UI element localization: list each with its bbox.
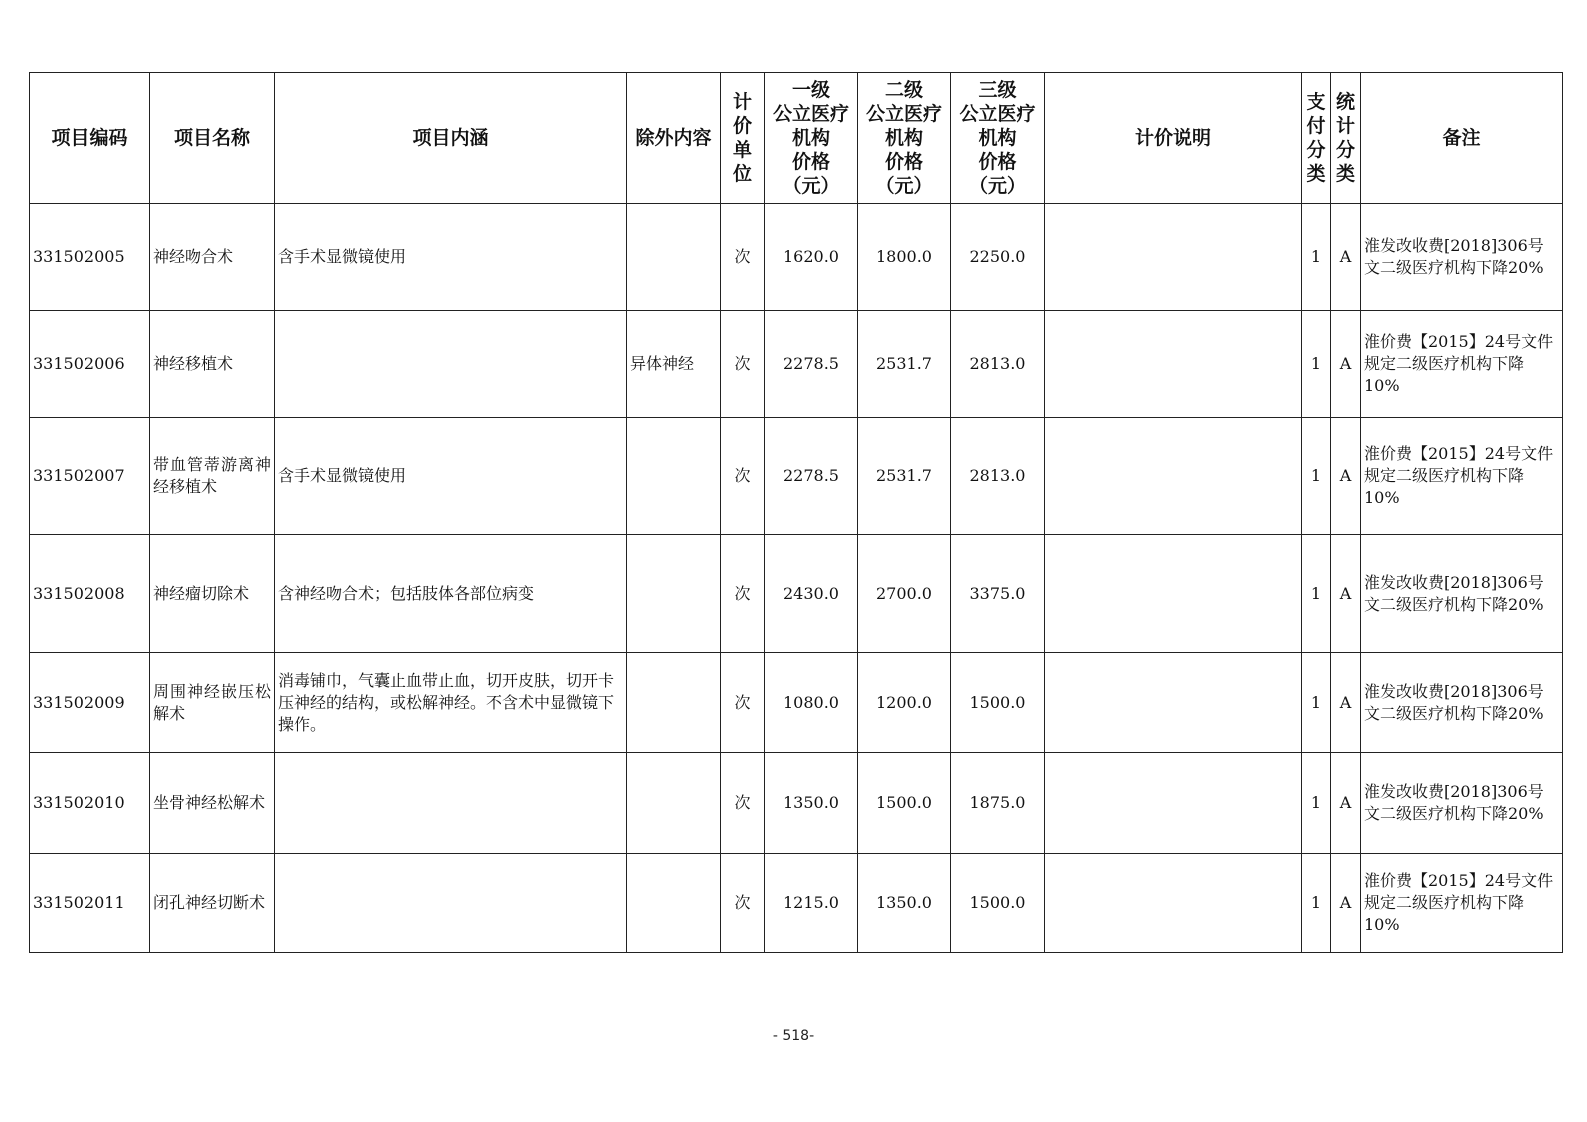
table-header-row <box>30 73 1563 204</box>
header-price-level2: 二级 公立医疗 机构 价格 （元） <box>858 73 951 204</box>
cell-name: 坐骨神经松解术 <box>150 753 275 854</box>
header-payment-class: 支 付 分 类 <box>1302 73 1331 204</box>
cell-price-level2: 1800.0 <box>858 204 951 311</box>
cell-name: 周围神经嵌压松解术 <box>150 653 275 753</box>
cell-price-level1: 2278.5 <box>765 418 858 535</box>
cell-exclusion <box>627 653 721 753</box>
cell-name: 神经吻合术 <box>150 204 275 311</box>
cell-pricing-note <box>1045 311 1302 418</box>
cell-payment-class: 1 <box>1302 535 1331 653</box>
cell-content <box>275 753 627 854</box>
cell-name: 闭孔神经切断术 <box>150 854 275 953</box>
cell-stat-class: A <box>1331 753 1361 854</box>
header-price-level1: 一级 公立医疗 机构 价格 （元） <box>765 73 858 204</box>
cell-name: 带血管蒂游离神经移植术 <box>150 418 275 535</box>
cell-content: 消毒铺巾，气囊止血带止血，切开皮肤，切开卡压神经的结构，或松解神经。不含术中显微镜下操作。 <box>275 653 627 753</box>
cell-code: 331502007 <box>30 418 150 535</box>
cell-price-level2: 1500.0 <box>858 753 951 854</box>
cell-pricing-note <box>1045 204 1302 311</box>
cell-price-level1: 1620.0 <box>765 204 858 311</box>
cell-code: 331502011 <box>30 854 150 953</box>
cell-pricing-note <box>1045 418 1302 535</box>
cell-code: 331502010 <box>30 753 150 854</box>
cell-exclusion <box>627 418 721 535</box>
table-row <box>30 418 1563 535</box>
cell-content: 含神经吻合术；包括肢体各部位病变 <box>275 535 627 653</box>
table-row <box>30 311 1563 418</box>
cell-price-level3: 1875.0 <box>951 753 1045 854</box>
cell-price-level2: 1350.0 <box>858 854 951 953</box>
header-price-level3: 三级 公立医疗 机构 价格 （元） <box>951 73 1045 204</box>
medical-service-price-table <box>29 72 1563 953</box>
cell-payment-class: 1 <box>1302 753 1331 854</box>
cell-stat-class: A <box>1331 653 1361 753</box>
cell-unit: 次 <box>721 311 765 418</box>
cell-price-level1: 1350.0 <box>765 753 858 854</box>
cell-price-level1: 2430.0 <box>765 535 858 653</box>
cell-content: 含手术显微镜使用 <box>275 418 627 535</box>
cell-pricing-note <box>1045 753 1302 854</box>
header-content: 项目内涵 <box>275 73 627 204</box>
cell-price-level3: 3375.0 <box>951 535 1045 653</box>
cell-price-level2: 2531.7 <box>858 311 951 418</box>
cell-pricing-note <box>1045 535 1302 653</box>
cell-stat-class: A <box>1331 535 1361 653</box>
header-stat-class: 统 计 分 类 <box>1331 73 1361 204</box>
cell-payment-class: 1 <box>1302 854 1331 953</box>
header-remark: 备注 <box>1361 73 1563 204</box>
cell-pricing-note <box>1045 653 1302 753</box>
header-unit: 计 价 单 位 <box>721 73 765 204</box>
cell-name: 神经移植术 <box>150 311 275 418</box>
cell-code: 331502008 <box>30 535 150 653</box>
cell-unit: 次 <box>721 418 765 535</box>
cell-content <box>275 854 627 953</box>
cell-stat-class: A <box>1331 311 1361 418</box>
cell-stat-class: A <box>1331 418 1361 535</box>
cell-unit: 次 <box>721 535 765 653</box>
table-row <box>30 854 1563 953</box>
cell-payment-class: 1 <box>1302 653 1331 753</box>
cell-remark: 淮价费【2015】24号文件规定二级医疗机构下降10% <box>1361 854 1563 953</box>
cell-exclusion <box>627 854 721 953</box>
header-name: 项目名称 <box>150 73 275 204</box>
cell-payment-class: 1 <box>1302 204 1331 311</box>
header-exclusion: 除外内容 <box>627 73 721 204</box>
cell-remark: 淮价费【2015】24号文件规定二级医疗机构下降10% <box>1361 418 1563 535</box>
cell-unit: 次 <box>721 854 765 953</box>
cell-stat-class: A <box>1331 854 1361 953</box>
header-code: 项目编码 <box>30 73 150 204</box>
cell-price-level3: 2250.0 <box>951 204 1045 311</box>
cell-price-level3: 2813.0 <box>951 311 1045 418</box>
cell-stat-class: A <box>1331 204 1361 311</box>
cell-price-level2: 1200.0 <box>858 653 951 753</box>
header-pricing-note: 计价说明 <box>1045 73 1302 204</box>
cell-price-level1: 2278.5 <box>765 311 858 418</box>
cell-price-level1: 1215.0 <box>765 854 858 953</box>
cell-exclusion <box>627 204 721 311</box>
cell-exclusion <box>627 535 721 653</box>
cell-content <box>275 311 627 418</box>
cell-unit: 次 <box>721 204 765 311</box>
cell-unit: 次 <box>721 653 765 753</box>
cell-remark: 淮发改收费[2018]306号文二级医疗机构下降20% <box>1361 204 1563 311</box>
table-row <box>30 753 1563 854</box>
cell-payment-class: 1 <box>1302 311 1331 418</box>
cell-remark: 淮发改收费[2018]306号文二级医疗机构下降20% <box>1361 535 1563 653</box>
cell-content: 含手术显微镜使用 <box>275 204 627 311</box>
cell-exclusion <box>627 753 721 854</box>
page-number: - 518- <box>772 1028 815 1044</box>
cell-price-level2: 2531.7 <box>858 418 951 535</box>
table-row <box>30 204 1563 311</box>
cell-code: 331502005 <box>30 204 150 311</box>
cell-pricing-note <box>1045 854 1302 953</box>
cell-remark: 淮发改收费[2018]306号文二级医疗机构下降20% <box>1361 653 1563 753</box>
cell-price-level3: 1500.0 <box>951 653 1045 753</box>
cell-price-level3: 1500.0 <box>951 854 1045 953</box>
cell-payment-class: 1 <box>1302 418 1331 535</box>
cell-code: 331502009 <box>30 653 150 753</box>
cell-code: 331502006 <box>30 311 150 418</box>
cell-remark: 淮发改收费[2018]306号文二级医疗机构下降20% <box>1361 753 1563 854</box>
cell-price-level2: 2700.0 <box>858 535 951 653</box>
cell-exclusion: 异体神经 <box>627 311 721 418</box>
cell-price-level3: 2813.0 <box>951 418 1045 535</box>
cell-remark: 淮价费【2015】24号文件规定二级医疗机构下降10% <box>1361 311 1563 418</box>
cell-unit: 次 <box>721 753 765 854</box>
price-table-container <box>29 72 1562 953</box>
cell-price-level1: 1080.0 <box>765 653 858 753</box>
table-row <box>30 535 1563 653</box>
table-row <box>30 653 1563 753</box>
cell-name: 神经瘤切除术 <box>150 535 275 653</box>
